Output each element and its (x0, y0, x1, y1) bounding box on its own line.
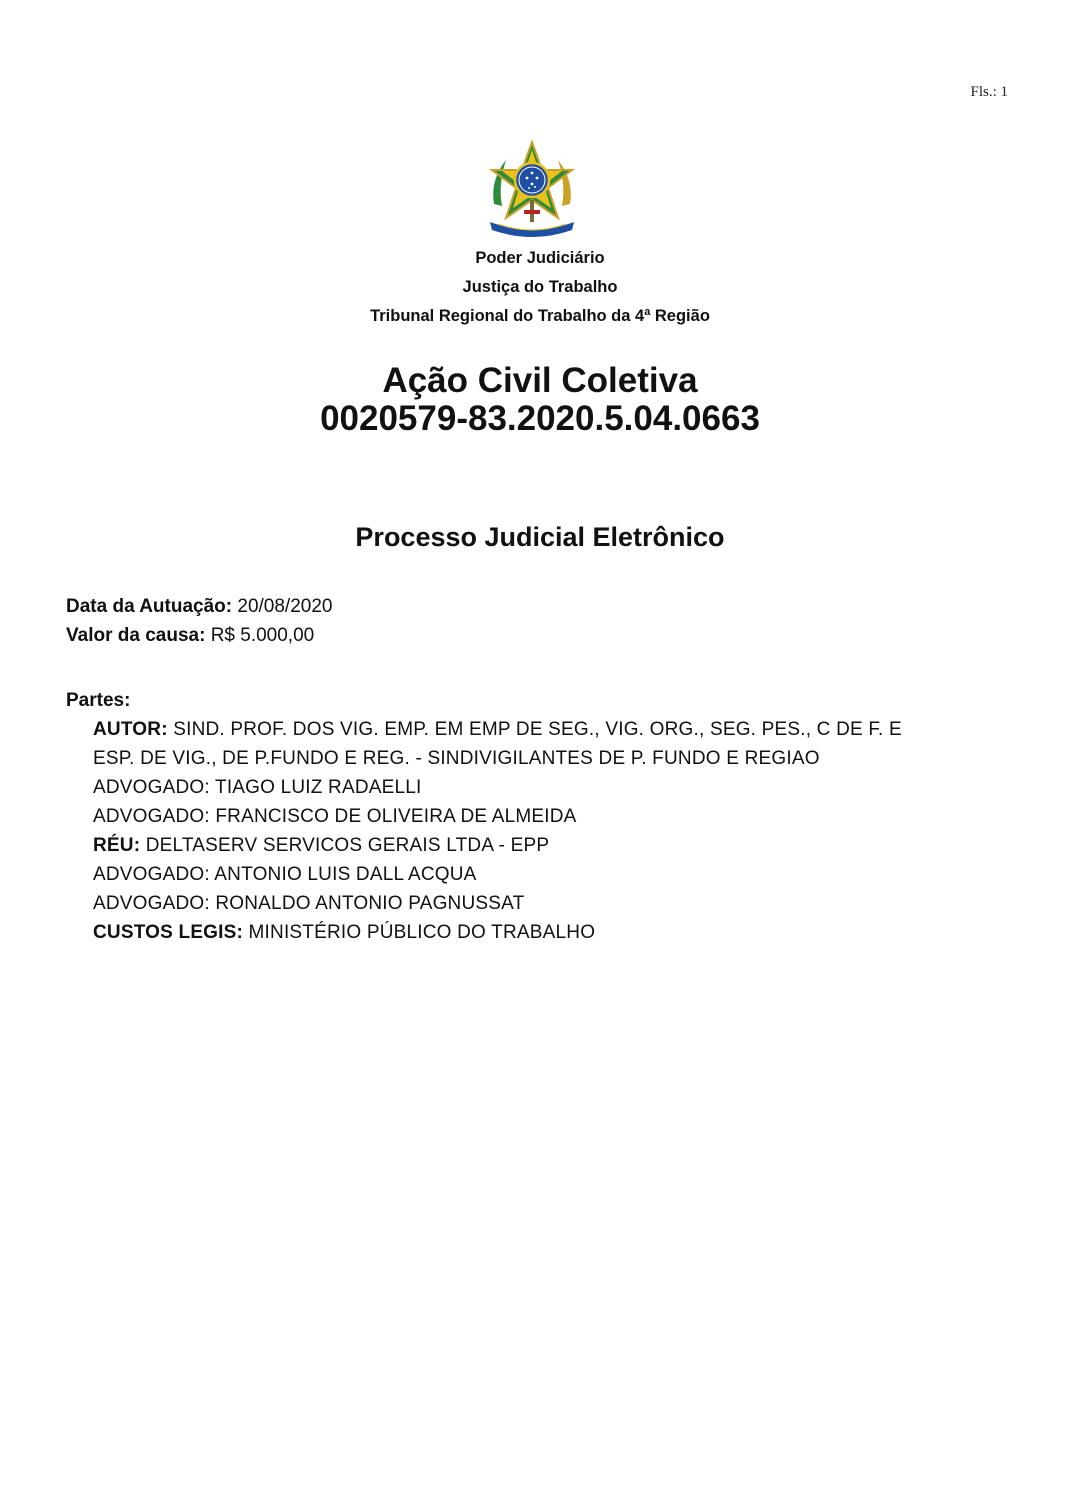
autor-value-line1: SIND. PROF. DOS VIG. EMP. EM EMP DE SEG., VIG. ORG., SEG. PES., C DE F. E (173, 719, 902, 740)
institution-line-2: Justiça do Trabalho (462, 278, 618, 296)
value-label: Valor da causa: (66, 625, 206, 646)
case-number: 0020579-83.2020.5.04.0663 (320, 399, 760, 438)
reu-row (93, 831, 1023, 860)
custos-legis-label: CUSTOS LEGIS: (93, 922, 244, 943)
document-title (0, 362, 1080, 438)
custos-legis-row (93, 918, 1023, 947)
custos-legis-value: MINISTÉRIO PÚBLICO DO TRABALHO (248, 922, 596, 943)
institution-line-3: Tribunal Regional do Trabalho da 4ª Região (370, 307, 710, 325)
parties-label: Partes: (66, 690, 131, 711)
brazil-coat-of-arms-icon (484, 140, 580, 240)
institution-header (0, 244, 1080, 331)
autor-label: AUTOR: (93, 719, 168, 740)
lawyer-row: ADVOGADO: ANTONIO LUIS DALL ACQUA (93, 864, 477, 885)
page-number: Fls.: 1 (970, 84, 1008, 100)
parties-list (93, 715, 1023, 947)
date-value: 20/08/2020 (237, 596, 333, 617)
value-value: R$ 5.000,00 (210, 625, 315, 646)
date-row (66, 592, 332, 621)
action-type: Ação Civil Coletiva (382, 361, 698, 400)
date-label: Data da Autuação: (66, 596, 233, 617)
autor-row (93, 715, 1023, 744)
institution-line-1: Poder Judiciário (475, 249, 605, 267)
value-row (66, 621, 332, 650)
reu-label: RÉU: (93, 835, 141, 856)
lawyer-row: ADVOGADO: TIAGO LUIZ RADAELLI (93, 777, 422, 798)
reu-value: DELTASERV SERVICOS GERAIS LTDA - EPP (145, 835, 550, 856)
case-metadata (66, 592, 332, 650)
document-subtitle: Processo Judicial Eletrônico (355, 522, 725, 552)
lawyer-row: ADVOGADO: FRANCISCO DE OLIVEIRA DE ALMEIDA (93, 806, 577, 827)
autor-value-line2: ESP. DE VIG., DE P.FUNDO E REG. - SINDIVIGILANTES DE P. FUNDO E REGIAO (93, 748, 820, 769)
lawyer-row: ADVOGADO: RONALDO ANTONIO PAGNUSSAT (93, 893, 525, 914)
